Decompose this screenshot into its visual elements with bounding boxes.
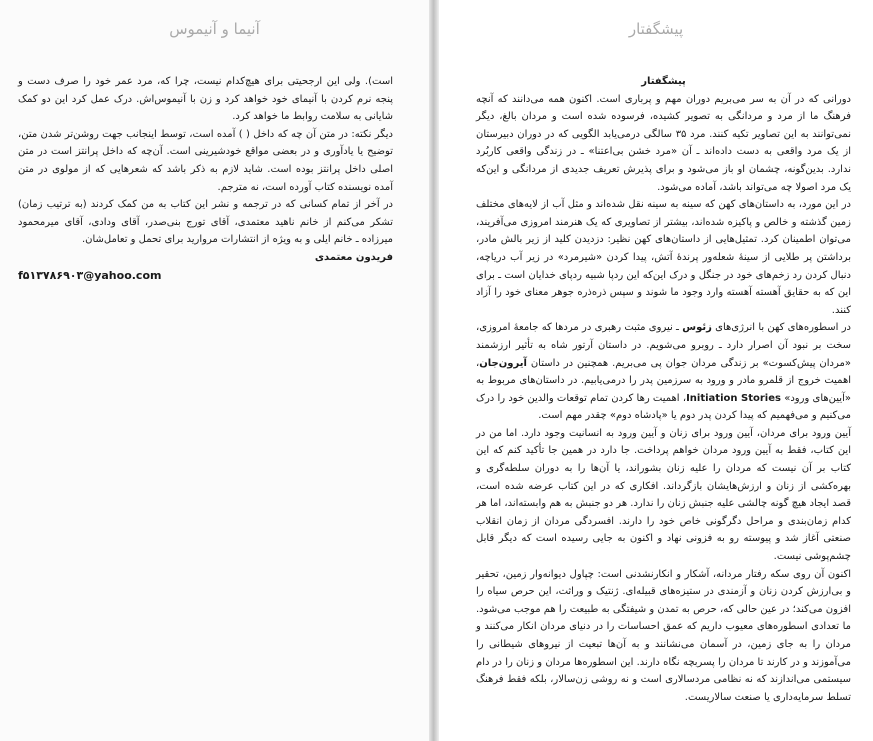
right-page [439, 0, 873, 741]
text-run: ـ نیروی مثبت رهبری در مردها که جامعهٔ امروزی، سخت بر نبود آن اصرار دارد ـ روبرو می‌شویم. در داستان آرتور شاه به تأثیر ارزشمند «مردان پیش‌کسوت» بر زندگی مردان جوان پی می‌بریم. همچنین در داستان [476, 322, 851, 369]
paragraph: دیگر نکته: در متن آن چه که داخل ( ) آمده است، توسط اینجانب جهت روشن‌تر شدن متن، توضیح یا یادآوری و در بعضی مواقع خودشیرینی است. آن‌چه که داخل پرانتز است در متن اصلی داخل پرانتز بوده است. شاید لازم به ذکر باشد که شعرهایی که از مولوی در متن آمده نویسنده کتاب آورده است، نه مترجم. [18, 128, 393, 193]
left-page [0, 0, 429, 741]
translator-signature: فریدون معتمدی [314, 251, 393, 263]
right-page-body [476, 73, 851, 706]
book-gutter [429, 0, 439, 741]
running-head: آنیما و آنیموس [169, 20, 260, 38]
paragraph: در این مورد، به داستان‌های کهن که سینه به سینه نقل شده‌اند و مثل آب از لایه‌های مختلف زمین گذشته و خالص و پاکیزه شده‌اند، بیشتر از تصاویری که یک هنرمند امروزی می‌آفریند، می‌توان اطمینان کرد. تمثیل‌هایی از داستان‌های کهن نظیر: دزدیدن کلید از زیر بالش مادر، برداشتن پر طلایی از سینهٔ شعله‌ور پرندهٔ آتش، پیدا کردن «شیرمرد» در زیر آب دریاچه، دنبال کردن رد زخم‌های خود در جنگل و درک این‌که این ردپا شبیه ردپای خدایان است ـ برای این که به حقایق آهسته آهسته وارد وجود ما شوند و سپس ذره‌ذره جوهر معنای خود را آزاد کنند. [476, 199, 851, 316]
text-run: ، اهمیت رها کردن تمام توقعات والدین خود را درک می‌کنیم و می‌فهمیم که پیدا کردن پدر دوم یا «پادشاه دوم» چقدر مهم است. [476, 392, 851, 422]
translator-email: f۵۱۳۷۸۶۹۰۳@yahoo.com [18, 268, 162, 282]
paragraph: آیین ورود برای مردان، آیین ورود برای زنان و آیین ورود به انسانیت وجود دارد. اما من در این کتاب، فقط به آیین ورود مردان خواهم پرداخت. جا دارد در همین جا تأکید کنم که این کتاب بر آن نیست که مردان را علیه زنان بشوراند، یا آن‌ها را به دوران سلطه‌گری و بهره‌کشی از زنان و ارزش‌هایشان بازگرداند. افکاری که در این کتاب عرضه شده است، قصد ایجاد هیچ گونه چالشی علیه جنبش زنان را ندارد. هر دو جنبش به هم وابسته‌اند، اما هر کدام زمان‌بندی و مراحل دگرگونی خاص خود را دارند. افسردگی مردان از زمان انقلاب صنعتی آغاز شد و پیوسته رو به فزونی نهاد و اکنون به جایی رسیده است که دیگر قابل چشم‌پوشی نیست. [476, 427, 851, 563]
paragraph: در آخر از تمام کسانی که در ترجمه و نشر این کتاب به من کمک کردند (به ترتیب زمان) تشکر می‌کنم از خانم ناهید معتمدی، آقای تورج بنی‌صدر، آقای وداد‌ی، آقای میرمحمود میرزاده ـ خانم ایلی و به ویژه از انتشارات مروارید برای تحمل و تعامل‌شان. [18, 199, 393, 246]
emphasized-term: آیرون‌جان [479, 357, 527, 369]
running-head: پیشگفتار [628, 20, 684, 38]
section-title: پیشگفتار [641, 76, 686, 87]
paragraph: اکنون آن روی سکه رفتار مردانه، آشکار و انکارنشدنی است: چپاول دیوانه‌وار زمین، تحقیر و بی‌ارزش کردن زنان و آزمندی در ستیزه‌های قبیله‌ای. ژنتیک و وراثت، این حرص سیاه را افزون می‌کند؛ در عین حالی که، حرص به تمدن و شیفتگی به طبیعت را هم موجب می‌شود. ما تعدادی اسطوره‌های معیوب داریم که عمق احساسات را در دنیای مردان انکار می‌کنند و مردان را به جای زمین، در آسمان می‌نشانند و به آن‌ها تبعیت از نیروهای شیطانی را می‌آموزند و در کارند تا مردان را پسربچه نگاه دارند. این اسطوره‌ها مردان و زنان را در دام سیستمی می‌اندازند که نه نظامی مردسالاری است و نه روشی زن‌سالار، بلکه فقط فرهنگ تسلط سرمایه‌داری یا صنعت سالاریست. [476, 568, 851, 703]
text-run: در اسطوره‌های کهن با انرژی‌های [715, 322, 851, 334]
emphasized-term: زئوس [682, 322, 712, 334]
latin-term: Initiation Stories [686, 392, 781, 404]
paragraph [476, 319, 851, 425]
paragraph: است). ولی این ارجحیتی برای هیچ‌کدام نیست، چرا که، مرد عمر خود را صرف دست و پنجه نرم کردن با آنیمای خود خواهد کرد و زن با آنیموس‌اش. درک عمل کرد این دو کمک شایانی به سلامت روابط ما خواهد کرد. [18, 76, 393, 123]
left-page-body [18, 73, 393, 284]
paragraph: دورانی که در آن به سر می‌بریم دوران مهم و پرباری است. اکنون همه می‌دانند که آنچه فرهنگ ما از مرد و مردانگی به تصویر کشیده، فرسوده شده است و مردان بالغ، دیگر نمی‌توانند به این تصاویر تکیه کنند. مرد ۳۵ سالگی درمی‌یابد الگویی که در دوران دبیرستان از یک مرد واقعی به دست داده‌اند ـ آن «مرد خشن بی‌اعتنا» ـ در زندگی واقعی کاربُرد ندارد. بدین‌گونه، چشمان او باز می‌شود و برای پذیرش تعریف جدیدی از مردانگی و این‌که یک مرد اصولا چه می‌تواند باشد، آماده می‌شود. [476, 93, 851, 193]
text-run: ، اهمیت خروج از قلمرو مادر و ورود به سرزمین پدر را درمی‌یابیم. در داستان‌های مربوط به «آیین‌های ورود» [476, 357, 851, 404]
